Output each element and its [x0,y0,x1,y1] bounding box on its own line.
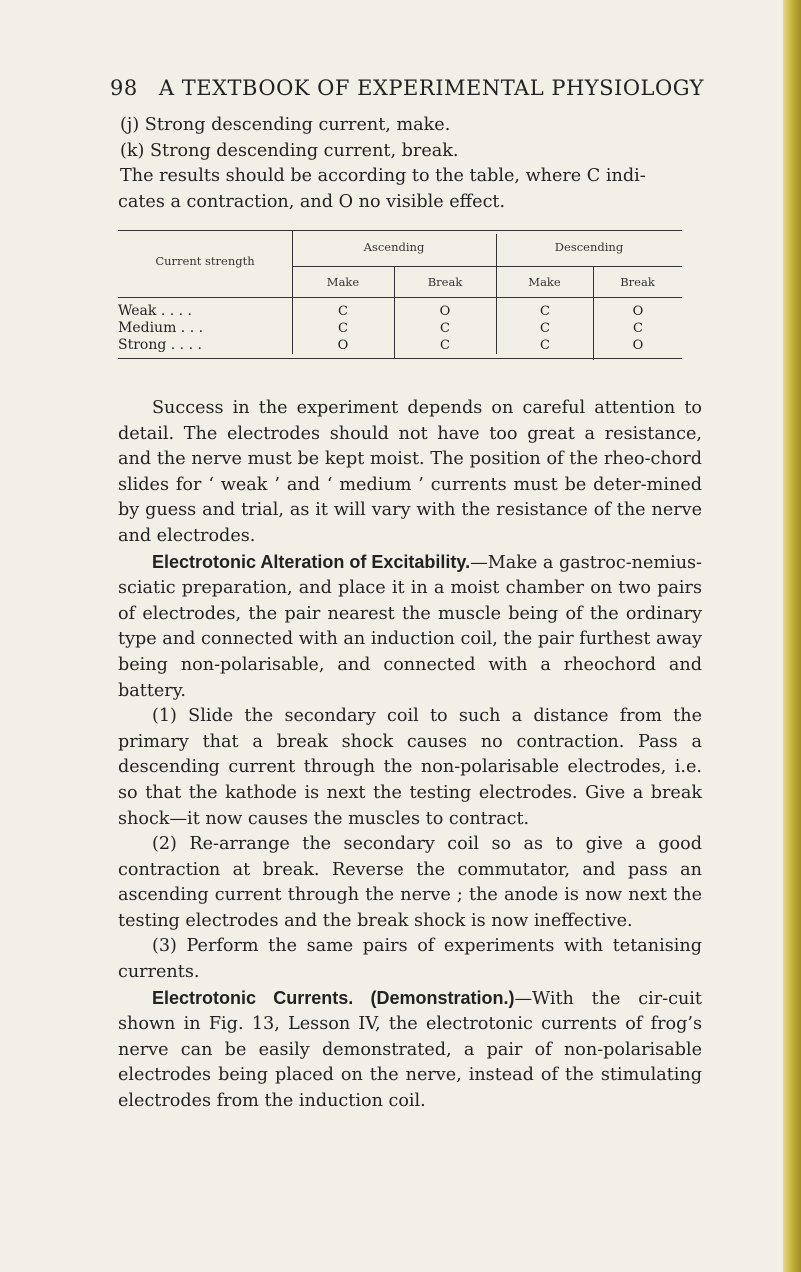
cell-medium-desc-break: C [633,321,643,336]
body-text [118,396,702,1115]
results-line-1: The results should be according to the table, where C indi- [120,166,646,186]
page-number: 98 [110,76,138,100]
text-electrotonic-alteration: —Make a gastroc-nemius-sciatic preparation, and place it in a moist chamber on two pairs of electrodes, the pair nearest the muscle being of the ordinary type and connected with an induction coil, the pair furthest away being non-polarisable, and connected with a rheochord and battery. [118,552,702,701]
cell-weak-asc-break: O [439,304,451,319]
cell-weak-desc-make: C [540,304,550,319]
sub-make-ascending: Make [326,275,360,289]
cell-weak-desc-break: O [632,304,644,319]
heading-electrotonic-currents: Electrotonic Currents. (Demonstration.) [152,987,515,1008]
col-current-strength: Current strength [155,254,255,268]
item-j: (j) Strong descending current, make. [120,115,451,135]
text-electrotonic-currents: —With the cir-cuit shown in Fig. 13, Lesson IV, the electrotonic currents of frog’s nerve can be easily demonstrated, a pair of non-polarisable electrodes being placed on the nerve, instead of the stimulating electrodes from the induction coil. [118,988,702,1112]
sub-break-descending: Break [620,275,655,289]
running-header [110,76,710,100]
running-title: A TEXTBOOK OF EXPERIMENTAL PHYSIOLOGY [158,76,704,100]
cell-strong-asc-make: O [337,338,349,353]
paragraph-success: Success in the experiment depends on careful attention to detail. The electrodes should not have too great a resistance, and the nerve must be kept moist. The position of the rheo-chord slides for ‘ weak ’ and ‘ medium ’ currents must be deter-mined by guess and trial, as it will vary with the resistance of the nerve and electrodes. [118,398,702,546]
paragraph-electrotonic-alteration [118,550,702,705]
row-label-strong: Strong . . . . [118,337,202,353]
cell-weak-asc-make: C [338,304,348,319]
cell-strong-desc-break: O [632,338,644,353]
row-label-weak: Weak . . . . [118,303,192,319]
cell-medium-asc-make: C [338,321,348,336]
cell-strong-asc-break: C [440,338,450,353]
paragraph-step-3: (3) Perform the same pairs of experiments with tetanising currents. [118,936,702,983]
cell-strong-desc-make: C [540,338,550,353]
sub-make-descending: Make [528,275,561,289]
item-k: (k) Strong descending current, break. [120,140,459,161]
cell-medium-desc-make: C [540,321,550,336]
results-line-2: cates a contraction, and O no visible effect. [118,191,506,212]
col-descending: Descending [554,240,624,254]
paragraph-step-2: (2) Re-arrange the secondary coil so as to give a good contraction at break. Reverse the commutator, and pass an ascending current through the nerve ; the anode is now next the testing electrodes and the break shock is now ineffective. [118,834,702,931]
paragraph-step-1: (1) Slide the secondary coil to such a distance from the primary that a break shock causes no contraction. Pass a descending current through the non-polarisable electrodes, i.e. so that the kathode is next the testing electrodes. Give a break shock—it now causes the muscles to contract. [118,706,702,829]
row-label-medium: Medium . . . [118,320,204,336]
col-ascending: Ascending [363,240,425,254]
results-table [118,230,682,360]
paragraph-electrotonic-currents [118,986,702,1115]
heading-electrotonic-alteration: Electrotonic Alteration of Excitability. [152,551,471,572]
page-edge [783,0,801,1272]
sub-break-ascending: Break [427,275,463,289]
cell-medium-asc-break: C [440,321,450,336]
intro-text [118,113,698,215]
